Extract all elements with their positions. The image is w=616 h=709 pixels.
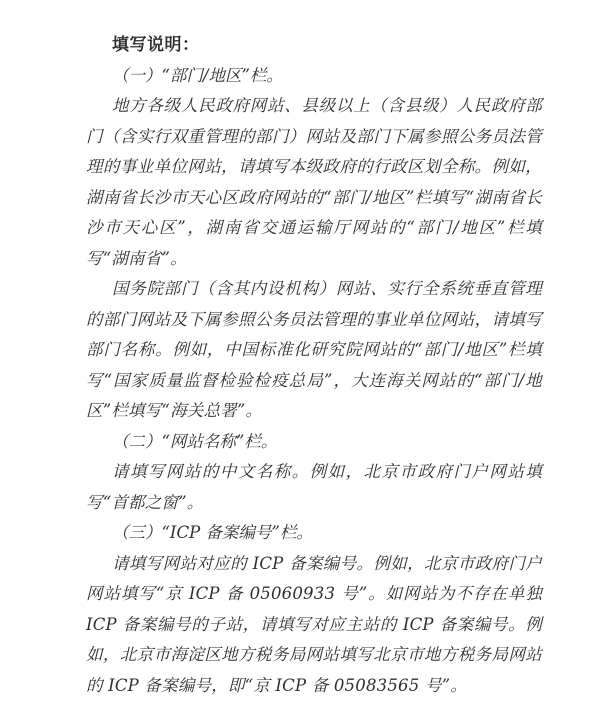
section-3-paragraph-1: 请填写网站对应的 ICP 备案编号。例如，北京市政府门户网站填写“京 ICP 备 05060933 号”。如网站为不存在单独 ICP 备案编号的子站，请填写对应主站的 ICP 备案编号。例如，北京市海淀区地方税务局网站填写北京市地方税务局网站的 ICP 备案编号，即“京 ICP 备 05083565 号”。: [86, 553, 542, 695]
section-1-paragraph-2: 国务院部门（含其内设机构）网站、实行全系统垂直管理的部门网站及下属参照公务员法管理的事业单位网站，请填写部门名称。例如，中国标准化研究院网站的“部门/地区”栏填写“国家质量监督检验检疫总局”，大连海关网站的“部门/地区”栏填写“海关总署”。: [86, 279, 542, 420]
section-2-paragraph-1: 请填写网站的中文名称。例如，北京市政府门户网站填写“首都之窗”。: [86, 462, 542, 512]
section-1-heading: （一）“部门/地区”栏。: [112, 65, 283, 85]
document-title: 填写说明：: [112, 35, 200, 55]
section-3-heading: （三）“ICP 备案编号”栏。: [112, 523, 313, 542]
section-2-heading: （二）“网站名称”栏。: [112, 431, 278, 451]
section-1-paragraph-1: 地方各级人民政府网站、县级以上（含县级）人民政府部门（含实行双重管理的部门）网站及部门下属参照公务员法管理的事业单位网站，请填写本级政府的行政区划全称。例如，湖南省长沙市天心区政府网站的“部门/地区”栏填写“湖南省长沙市天心区”，湖南省交通运输厅网站的“部门/地区”栏填写“湖南省”。: [86, 96, 542, 268]
document-body: [86, 30, 542, 701]
